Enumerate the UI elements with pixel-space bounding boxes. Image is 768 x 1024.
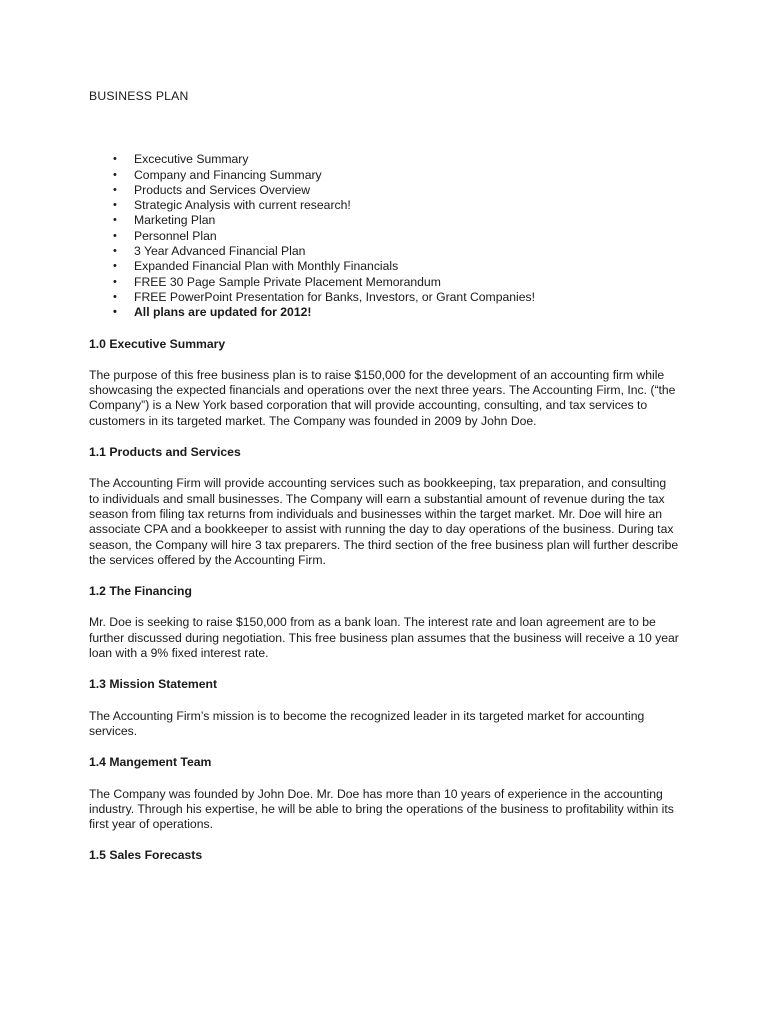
list-item-label: Personnel Plan [134,228,217,243]
list-item [89,229,679,244]
section-sales-forecasts [89,848,679,863]
section-products-and-services [89,445,679,568]
section-heading: 1.3 Mission Statement [89,677,218,692]
section-paragraph: The Company was founded by John Doe. Mr. Doe has more than 10 years of experience in the accounting industry. Through his expertise, he will be able to bring the operations of the business to profitability within its first year of operations. [89,786,674,832]
list-item [89,198,679,213]
section-management-team [89,755,679,832]
list-item [89,275,679,290]
section-the-financing [89,584,679,661]
section-mission-statement [89,677,679,739]
list-item-highlight [89,305,679,320]
list-item-label: Marketing Plan [134,213,216,228]
list-item-label: FREE PowerPoint Presentation for Banks, Investors, or Grant Companies! [134,289,536,304]
bullet-icon: • [113,199,117,212]
list-item [89,168,679,183]
list-item [89,290,679,305]
section-heading: 1.2 The Financing [89,584,192,599]
section-paragraph: Mr. Doe is seeking to raise $150,000 from as a bank loan. The interest rate and loan agreement are to be further discussed during negotiation. This free business plan assumes that the business will receive a 10 year loan with a 9% fixed interest rate. [89,615,679,661]
document-content [89,89,679,880]
section-heading: 1.0 Executive Summary [89,336,226,351]
list-item [89,183,679,198]
section-heading: 1.1 Products and Services [89,445,241,460]
section-heading: 1.4 Mangement Team [89,755,212,770]
section-paragraph: The purpose of this free business plan is to raise $150,000 for the development of an accounting firm while showcasing the expected financials and operations over the next three years. The Accounting Firm, Inc. (“the Company”) is a New York based corporation that will provide accounting, consulting, and tax services to customers in its targeted market. The Company was founded in 2009 by John Doe. [89,367,676,428]
bullet-icon: • [113,260,117,273]
list-item-label: Products and Services Overview [134,182,311,197]
list-item-label: All plans are updated for 2012! [134,305,312,320]
list-item-label: Excecutive Summary [134,152,249,167]
bullet-icon: • [113,245,117,258]
section-paragraph: The Accounting Firm’s mission is to become the recognized leader in its targeted market for accounting services. [89,708,645,738]
list-item-label: Expanded Financial Plan with Monthly Financials [134,259,399,274]
plan-contents-list [89,152,679,320]
list-item [89,213,679,228]
list-item-label: Company and Financing Summary [134,167,322,182]
bullet-icon: • [113,229,117,242]
list-item [89,244,679,259]
section-heading: 1.5 Sales Forecasts [89,848,203,863]
section-executive-summary [89,337,679,429]
bullet-icon: • [113,153,117,166]
bullet-icon: • [113,290,117,303]
list-item [89,152,679,167]
list-item [89,259,679,274]
list-item-label: FREE 30 Page Sample Private Placement Memorandum [134,274,441,289]
bullet-icon: • [113,306,117,319]
list-item-label: Strategic Analysis with current research! [134,198,351,213]
document-title: BUSINESS PLAN [89,89,189,103]
bullet-icon: • [113,168,117,181]
section-paragraph: The Accounting Firm will provide accounting services such as bookkeeping, tax preparation, and consulting to individuals and small businesses. The Company will earn a substantial amount of revenue during the tax season from filing tax returns from individuals and businesses within the target market. Mr. Doe will hire an associate CPA and a bookkeeper to assist with running the day to day operations of the business. During tax season, the Company will hire 3 tax preparers. The third section of the free business plan will further describe the services offered by the Accounting Firm. [89,476,679,567]
bullet-icon: • [113,183,117,196]
bullet-icon: • [113,214,117,227]
list-item-label: 3 Year Advanced Financial Plan [134,244,306,259]
bullet-icon: • [113,275,117,288]
